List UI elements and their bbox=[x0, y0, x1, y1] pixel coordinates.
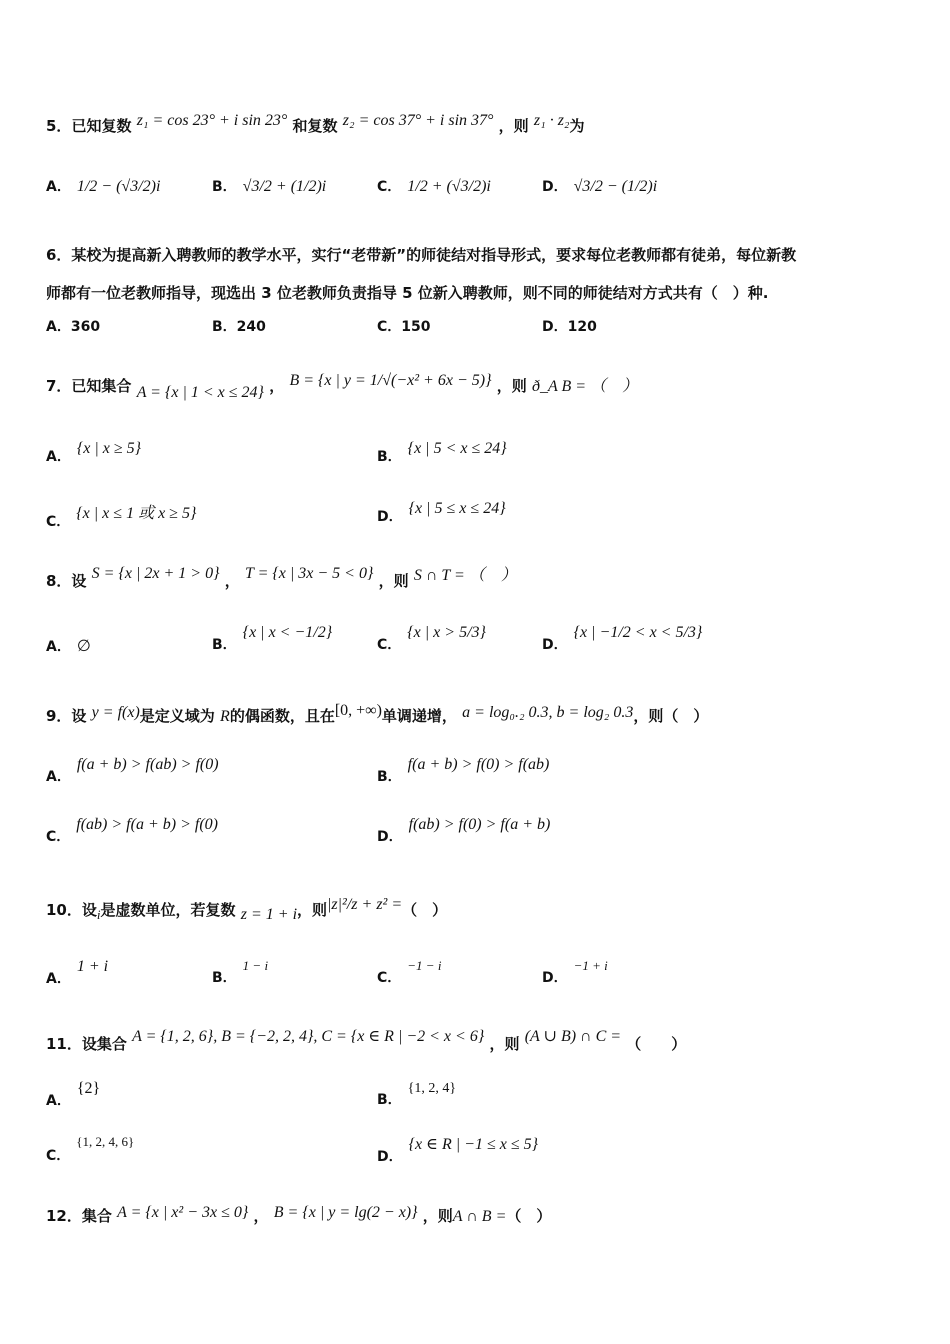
question-5 bbox=[46, 112, 585, 136]
option-label: C． bbox=[377, 179, 402, 195]
q9-text-2: 的偶函数，且在 bbox=[229, 707, 335, 725]
q10-expr: |z|²/z + z² = bbox=[327, 896, 403, 913]
option-expr: f(ab) > f(0) > f(a + b) bbox=[408, 816, 551, 833]
q10-option-b[interactable] bbox=[212, 958, 268, 987]
q9-text-1: 是定义域为 bbox=[139, 707, 215, 725]
option-label: A． bbox=[46, 449, 71, 465]
q10-option-c[interactable] bbox=[377, 958, 441, 987]
q7-number: 7．已知集合 bbox=[46, 377, 132, 395]
option-label: A． bbox=[46, 319, 71, 335]
q5-z1: z₁ = cos 23° + i sin 23° bbox=[136, 112, 288, 129]
option-expr: {x | x ≥ 5} bbox=[76, 440, 142, 457]
q9-function: y = f(x) bbox=[91, 704, 140, 721]
q5-option-c[interactable] bbox=[377, 176, 491, 196]
option-value: 150 bbox=[401, 319, 431, 335]
option-expr: {x ∈ R | −1 ≤ x ≤ 5} bbox=[408, 1136, 538, 1153]
option-label: B． bbox=[377, 1092, 402, 1108]
q6-option-a[interactable] bbox=[46, 316, 100, 336]
q5-text-3: ，则 bbox=[498, 117, 529, 135]
q8-set-s: S = {x | 2x + 1 > 0} bbox=[91, 565, 220, 582]
option-label: D． bbox=[542, 179, 568, 195]
q9-text-3: 单调递增， bbox=[381, 707, 457, 725]
option-label: C． bbox=[377, 637, 402, 653]
option-label: D． bbox=[542, 970, 568, 986]
option-expr: {1, 2, 4} bbox=[407, 1081, 457, 1096]
option-label: A． bbox=[46, 1093, 71, 1109]
option-label: B． bbox=[377, 449, 402, 465]
option-expr: −1 − i bbox=[407, 958, 442, 973]
option-expr: {1, 2, 4, 6} bbox=[76, 1134, 135, 1149]
q9-r: R bbox=[220, 708, 230, 725]
question-11 bbox=[46, 1026, 686, 1054]
q7-option-a[interactable] bbox=[46, 440, 141, 466]
q9-option-c[interactable] bbox=[46, 816, 218, 846]
q12-set-b: B = {x | y = lg(2 − x)} bbox=[273, 1204, 418, 1221]
q6-option-c[interactable] bbox=[377, 316, 431, 336]
q8-set-t: T = {x | 3x − 5 < 0} bbox=[244, 565, 374, 582]
question-10 bbox=[46, 896, 447, 924]
q6-option-d[interactable] bbox=[542, 316, 597, 336]
option-label: A． bbox=[46, 639, 71, 655]
q7-text-2: ，则 bbox=[496, 377, 527, 395]
option-label: A． bbox=[46, 971, 71, 987]
option-value: 360 bbox=[70, 319, 101, 335]
q5-product: z₁ · z₂ bbox=[533, 112, 570, 129]
q12-ask: A ∩ B = bbox=[452, 1208, 507, 1225]
q7-comma: ， bbox=[269, 377, 285, 395]
q10-i: i bbox=[96, 907, 101, 922]
q7-set-b: B = {x | y = 1/√(−x² + 6x − 5)} bbox=[289, 372, 492, 389]
q8-option-b[interactable] bbox=[212, 624, 332, 654]
q8-number: 8．设 bbox=[46, 572, 87, 590]
q10-text-1: 是虚数单位，若复数 bbox=[100, 901, 236, 919]
q12-comma: ， bbox=[253, 1207, 269, 1225]
option-label: D． bbox=[377, 829, 403, 845]
q10-text-3: （ ） bbox=[402, 901, 448, 919]
option-label: D． bbox=[377, 509, 403, 525]
option-label: A． bbox=[46, 179, 71, 195]
option-label: D． bbox=[542, 319, 568, 335]
q10-option-a[interactable] bbox=[46, 958, 108, 988]
option-expr: {x | x > 5/3} bbox=[407, 624, 486, 641]
q9-option-b[interactable] bbox=[377, 756, 549, 786]
q11-option-a[interactable] bbox=[46, 1080, 100, 1110]
option-expr: 1/2 − (√3/2)i bbox=[76, 178, 161, 195]
q5-option-b[interactable] bbox=[212, 176, 326, 196]
question-7 bbox=[46, 372, 638, 402]
option-label: B． bbox=[212, 319, 237, 335]
q7-option-b[interactable] bbox=[377, 440, 507, 466]
q8-text-2: ，则 bbox=[378, 572, 409, 590]
option-expr: √3/2 − (1/2)i bbox=[573, 178, 658, 195]
option-expr: ∅ bbox=[76, 638, 91, 655]
q9-option-a[interactable] bbox=[46, 756, 219, 786]
option-label: C． bbox=[377, 970, 402, 986]
q5-text-2: 和复数 bbox=[292, 117, 338, 135]
option-expr: {x | x < −1/2} bbox=[242, 624, 333, 641]
q8-option-c[interactable] bbox=[377, 624, 486, 654]
option-value: 240 bbox=[236, 319, 266, 335]
question-12 bbox=[46, 1204, 551, 1226]
question-8 bbox=[46, 562, 517, 591]
q11-number: 11．设集合 bbox=[46, 1035, 127, 1053]
q11-sets: A = {1, 2, 6}, B = {−2, 2, 4}, C = {x ∈ R | −2 < x < 6} bbox=[132, 1028, 485, 1045]
q6-line-2: 师都有一位老教师指导，现选出 3 位老教师负责指导 5 位新入聘教师，则不同的师徒结对方式共有（ ）种. bbox=[46, 284, 769, 302]
q12-set-a: A = {x | x² − 3x ≤ 0} bbox=[117, 1204, 249, 1221]
q5-z2: z₂ = cos 37° + i sin 37° bbox=[342, 112, 494, 129]
question-9 bbox=[46, 702, 708, 726]
q10-text-2: ，则 bbox=[297, 901, 328, 919]
q10-option-d[interactable] bbox=[542, 958, 608, 987]
option-expr: f(a + b) > f(0) > f(ab) bbox=[407, 756, 550, 773]
q8-ask: S ∩ T = （ ） bbox=[413, 567, 517, 584]
option-label: B． bbox=[212, 970, 237, 986]
q9-ab: a = log₀.₂ 0.3, b = log₂ 0.3 bbox=[462, 704, 634, 721]
q11-text-3: （ ） bbox=[626, 1035, 687, 1053]
q6-option-b[interactable] bbox=[212, 316, 266, 336]
q12-number: 12．集合 bbox=[46, 1207, 112, 1225]
option-expr: 1/2 + (√3/2)i bbox=[407, 178, 491, 195]
q7-ask: ð_A B = （ ） bbox=[531, 378, 639, 395]
q7-set-a: A = {x | 1 < x ≤ 24} bbox=[136, 384, 264, 401]
q11-ask: (A ∪ B) ∩ C = bbox=[524, 1028, 622, 1045]
q5-number: 5． bbox=[46, 117, 72, 135]
q5-text-4: 为 bbox=[569, 117, 585, 135]
q10-z: z = 1 + i bbox=[240, 906, 298, 923]
option-label: B． bbox=[212, 637, 237, 653]
option-label: C． bbox=[46, 829, 71, 845]
option-expr: f(ab) > f(a + b) > f(0) bbox=[76, 816, 218, 833]
option-expr: {x | 5 ≤ x ≤ 24} bbox=[408, 500, 506, 517]
q9-number: 9．设 bbox=[46, 707, 87, 725]
option-expr: {x | x ≤ 1 或 x ≥ 5} bbox=[76, 505, 197, 522]
option-label: A． bbox=[46, 769, 71, 785]
option-expr: {x | 5 < x ≤ 24} bbox=[407, 440, 507, 457]
option-expr: {x | −1/2 < x < 5/3} bbox=[573, 624, 703, 641]
option-expr: 1 − i bbox=[242, 958, 269, 973]
q5-option-a[interactable] bbox=[46, 176, 160, 196]
q9-option-d[interactable] bbox=[377, 816, 550, 846]
q6-line-1: 6．某校为提高新入聘教师的教学水平，实行“老带新”的师徒结对指导形式，要求每位老教师都有徒弟，每位新教 bbox=[46, 246, 797, 264]
q9-text-4: ，则（ ） bbox=[633, 707, 709, 725]
option-value: 120 bbox=[567, 319, 597, 335]
option-label: D． bbox=[542, 637, 568, 653]
q11-option-c[interactable] bbox=[46, 1134, 134, 1165]
option-label: C． bbox=[46, 514, 71, 530]
q7-option-c[interactable] bbox=[46, 500, 196, 531]
q12-text-3: （ ） bbox=[506, 1207, 552, 1225]
option-expr: f(a + b) > f(ab) > f(0) bbox=[76, 756, 219, 773]
option-expr: √3/2 + (1/2)i bbox=[242, 178, 327, 195]
option-expr: −1 + i bbox=[573, 958, 608, 973]
option-label: C． bbox=[46, 1148, 71, 1164]
q8-option-d[interactable] bbox=[542, 624, 702, 654]
q10-number: 10．设 bbox=[46, 901, 97, 919]
q11-option-b[interactable] bbox=[377, 1080, 456, 1109]
q11-option-d[interactable] bbox=[377, 1134, 538, 1166]
q8-comma: ， bbox=[224, 572, 240, 590]
q11-text-2: ，则 bbox=[489, 1035, 520, 1053]
q8-option-a[interactable] bbox=[46, 636, 91, 656]
q7-option-d[interactable] bbox=[377, 500, 506, 526]
option-label: D． bbox=[377, 1149, 403, 1165]
option-expr: 1 + i bbox=[76, 958, 109, 975]
option-label: B． bbox=[377, 769, 402, 785]
q9-interval: [0, +∞) bbox=[334, 702, 382, 719]
q12-text-2: ，则 bbox=[422, 1207, 453, 1225]
option-label: C． bbox=[377, 319, 402, 335]
option-label: B． bbox=[212, 179, 237, 195]
q5-text-1: 已知复数 bbox=[71, 117, 132, 135]
option-expr: {2} bbox=[76, 1080, 101, 1097]
q5-option-d[interactable] bbox=[542, 176, 657, 196]
